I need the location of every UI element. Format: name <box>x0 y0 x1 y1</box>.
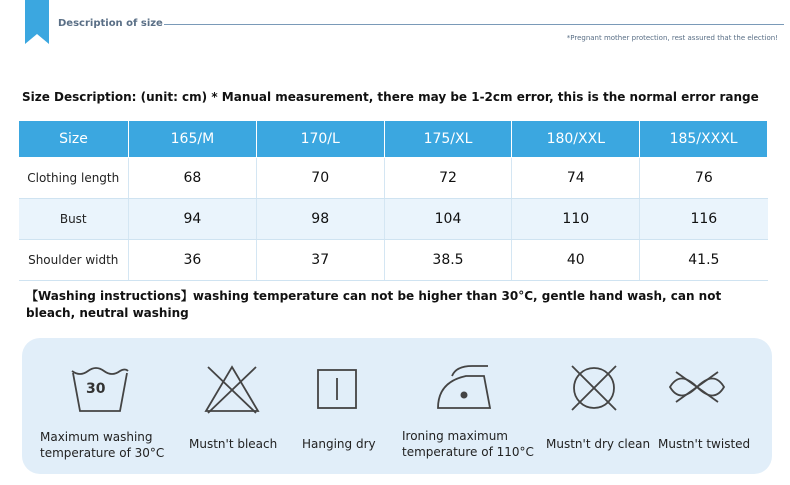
row-label: Clothing length <box>19 158 129 199</box>
table-cell: 76 <box>640 158 768 199</box>
table-cell: 68 <box>129 158 257 199</box>
care-label-hanging: Hanging dry <box>302 437 376 451</box>
page-header <box>0 0 790 60</box>
table-cell: 70 <box>256 158 384 199</box>
table-row <box>19 199 768 240</box>
wash-temperature-number: 30 <box>86 381 106 397</box>
size-table <box>18 120 768 281</box>
table-cell: 36 <box>129 240 257 281</box>
table-cell: 98 <box>256 199 384 240</box>
no-dry-clean-icon <box>568 362 620 414</box>
column-header: 175/XL <box>384 121 512 158</box>
row-label: Bust <box>19 199 129 240</box>
care-label-wash: Maximum washing temperature of 30°C <box>40 430 165 460</box>
table-cell: 74 <box>512 158 640 199</box>
no-bleach-icon <box>202 363 262 415</box>
row-label: Shoulder width <box>19 240 129 281</box>
header-subtitle: *Pregnant mother protection, rest assured that the election! <box>566 34 778 42</box>
table-row <box>19 240 768 281</box>
column-header: 170/L <box>256 121 384 158</box>
table-cell: 38.5 <box>384 240 512 281</box>
table-cell: 40 <box>512 240 640 281</box>
table-cell: 72 <box>384 158 512 199</box>
column-header: 180/XXL <box>512 121 640 158</box>
column-header: 185/XXXL <box>640 121 768 158</box>
care-label-twist: Mustn't twisted <box>658 437 751 451</box>
header-title: Description of size <box>58 18 163 29</box>
table-cell: 37 <box>256 240 384 281</box>
care-label-iron: Ironing maximum temperature of 110°C <box>402 429 534 459</box>
size-description: Size Description: (unit: cm) * Manual measurement, there may be 1-2cm error, this is the normal error range <box>22 90 759 104</box>
table-cell: 94 <box>129 199 257 240</box>
table-cell: 41.5 <box>640 240 768 281</box>
table-cell: 104 <box>384 199 512 240</box>
table-row <box>19 158 768 199</box>
column-header: 165/M <box>129 121 257 158</box>
no-twist-icon <box>666 368 728 406</box>
table-header-row <box>19 121 768 158</box>
hanging-dry-icon <box>316 368 358 410</box>
header-divider <box>164 24 784 25</box>
washing-instructions: 【Washing instructions】washing temperature can not be higher than 30°C, gentle hand wash, can not bleach, neutral washing <box>26 289 722 320</box>
table-cell: 110 <box>512 199 640 240</box>
care-label-dry-clean: Mustn't dry clean <box>546 437 651 451</box>
table-cell: 116 <box>640 199 768 240</box>
column-header: Size <box>19 121 129 158</box>
care-label-bleach: Mustn't bleach <box>189 437 278 451</box>
bookmark-icon <box>25 0 49 44</box>
iron-icon <box>432 364 496 412</box>
